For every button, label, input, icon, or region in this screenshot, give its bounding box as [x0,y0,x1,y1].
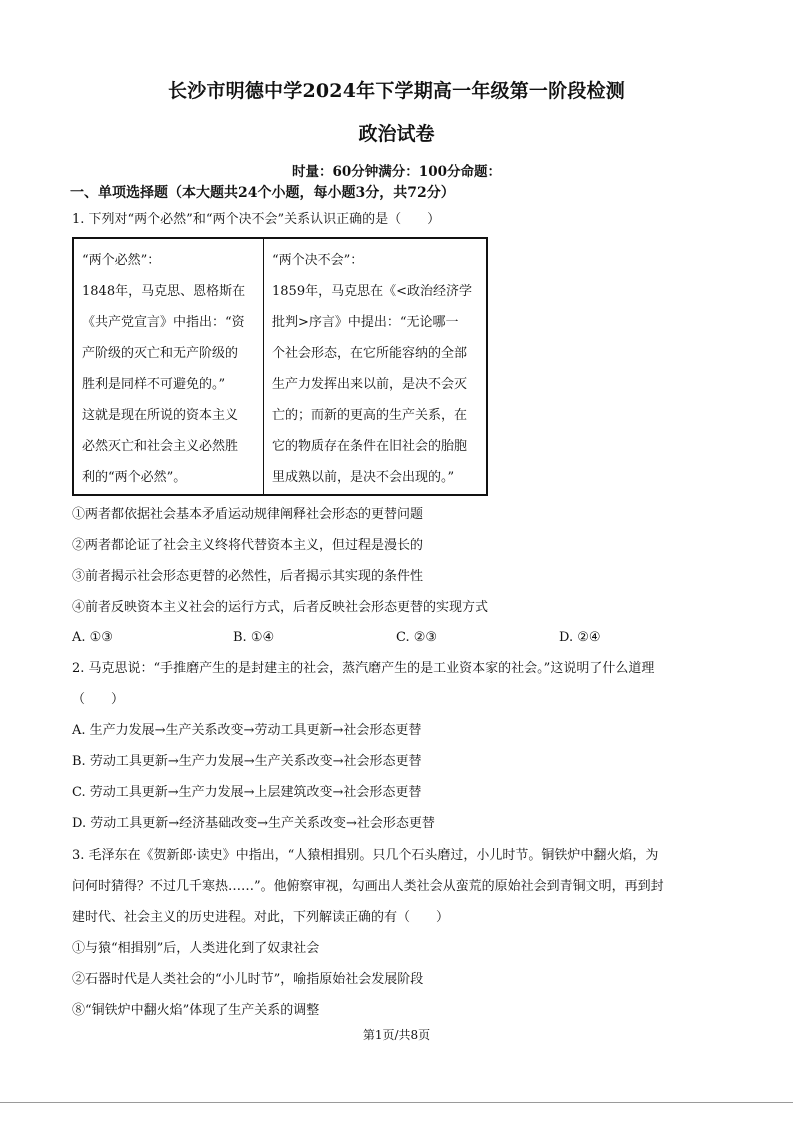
page-number: 第1页/共8页 [362,1028,431,1042]
table-right-line: 它的物质存在条件在旧社会的胎胞 [272,439,468,454]
question-2-option-d[interactable]: D. 劳动工具更新→经济基础改变→生产关系改变→社会形态更替 [72,816,435,831]
table-right-line: 1859年，马克思在《<政治经济学 [272,284,472,299]
question-3-stem: 建时代、社会主义的历史进程。对此，下列解读正确的有（ ） [72,910,450,925]
section-heading: 一、单项选择题（本大题共24个小题，每小题3分，共72分） [70,185,455,201]
table-left-line: “两个必然”： [82,253,161,268]
exam-meta: 时量：60分钟满分：100分命题： [292,164,501,180]
question-3-statement: ⑧“铜铁炉中翻火焰”体现了生产关系的调整 [72,1003,320,1018]
question-3-stem: 问何时猜得？不过几千寒热……”。他俯察审视，勾画出人类社会从蛮荒的原始社会到青铜文明，再到封 [72,879,664,894]
table-left-line: 《共产党宣言》中指出：“资 [82,315,245,330]
table-right-line: 亡的；而新的更高的生产关系，在 [272,408,468,423]
question-1-option-a[interactable]: A. ①③ [72,630,113,645]
question-1-statement: ③前者揭示社会形态更替的必然性，后者揭示其实现的条件性 [72,569,424,584]
question-2-option-c[interactable]: C. 劳动工具更新→生产力发展→上层建筑改变→社会形态更替 [72,785,422,800]
question-1-option-c[interactable]: C. ②③ [396,630,438,645]
table-left-line: 1848年，马克思、恩格斯在 [82,284,246,299]
question-1-statement: ②两者都论证了社会主义终将代替资本主义，但过程是漫长的 [72,538,424,553]
question-1-statement: ④前者反映资本主义社会的运行方式，后者反映社会形态更替的实现方式 [72,600,489,615]
question-3-statement: ①与猿“相揖别”后，人类进化到了奴隶社会 [72,941,320,956]
question-3-stem: 3. 毛泽东在《贺新郎·读史》中指出，“人猿相揖别。只几个石头磨过，小儿时节。铜铁炉中翻火焰，为 [72,848,659,863]
question-1-table [72,237,488,496]
table-left-line: 胜利是同样不可避免的。” [82,377,226,392]
table-left-line: 这就是现在所说的资本主义 [82,408,239,423]
table-right-line: 里成熟以前，是决不会出现的。” [272,470,455,485]
table-right-line: 个社会形态，在它所能容纳的全部 [272,346,468,361]
table-right-line: 生产力发挥出来以前，是决不会灭 [272,377,468,392]
question-2-stem-end: （ ） [72,692,125,707]
table-left-line: 产阶级的灭亡和无产阶级的 [82,346,239,361]
question-2-stem: 2. 马克思说：“手推磨产生的是封建主的社会，蒸汽磨产生的是工业资本家的社会。”这说明了什么道理 [72,661,655,676]
table-right-column [264,239,486,494]
question-3-statement: ②石器时代是人类社会的“小儿时节”，喻指原始社会发展阶段 [72,972,424,987]
question-1-option-b[interactable]: B. ①④ [233,630,275,645]
question-2-option-b[interactable]: B. 劳动工具更新→生产力发展→生产关系改变→社会形态更替 [72,754,422,769]
table-left-column [74,239,264,494]
question-2-option-a[interactable]: A. 生产力发展→生产关系改变→劳动工具更新→社会形态更替 [72,723,422,738]
question-1-stem: 1. 下列对“两个必然”和“两个决不会”关系认识正确的是（ ） [72,212,441,227]
exam-title: 长沙市明德中学2024年下学期高一年级第一阶段检测 [168,80,625,102]
exam-subject: 政治试卷 [358,123,435,145]
table-left-line: 必然灭亡和社会主义必然胜 [82,439,239,454]
table-right-line: “两个决不会”： [272,253,364,268]
page-bottom-divider [0,1102,793,1103]
question-1-option-d[interactable]: D. ②④ [559,630,601,645]
question-1-statement: ①两者都依据社会基本矛盾运动规律阐释社会形态的更替问题 [72,507,424,522]
table-left-line: 利的“两个必然”。 [82,470,187,485]
table-right-line: 批判>序言》中提出：“无论哪一 [272,315,459,330]
